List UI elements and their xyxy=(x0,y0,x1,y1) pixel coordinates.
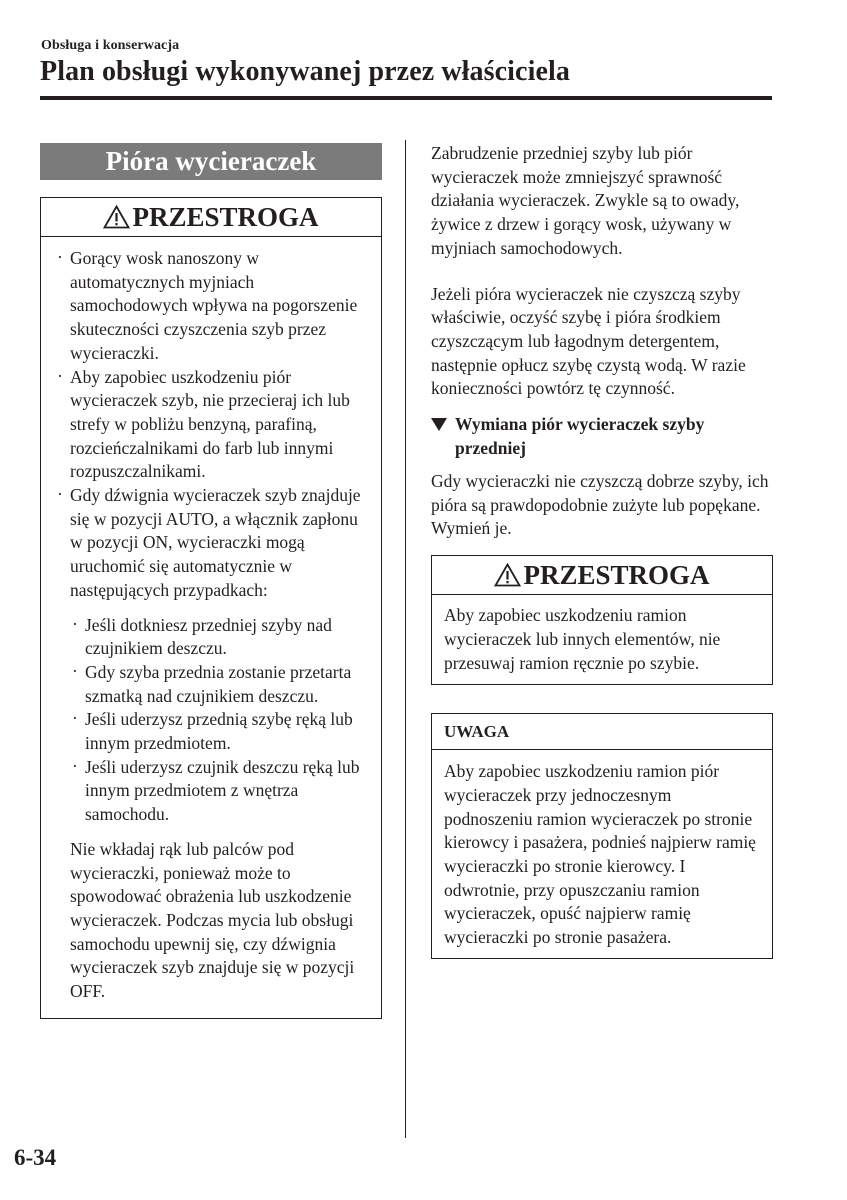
list-item xyxy=(71,661,371,708)
paragraph: Zabrudzenie przedniej szyby lub piór wycieraczek może zmniejszyć sprawność działania wycieraczek. Zwykle są to owady, żywice z drzew i gorący wosk, używany w myjniach samochodowych. xyxy=(431,143,740,258)
caution-title-label: PRZESTROGA xyxy=(132,202,319,232)
subheading xyxy=(431,412,773,460)
bullet-text: Jeśli uderzysz przednią szybę ręką lub innym przedmiotem. xyxy=(85,709,353,754)
section-heading: Pióra wycieraczek xyxy=(40,143,382,180)
note-box xyxy=(431,713,773,959)
section-label: Obsługa i konserwacja xyxy=(41,38,180,53)
right-column xyxy=(431,142,773,959)
list-item xyxy=(71,614,371,661)
bullet-icon: · xyxy=(72,708,78,729)
bullet-text: Jeśli uderzysz czujnik deszczu ręką lub innym przedmiotem z wnętrza samochodu. xyxy=(85,756,360,825)
bullet-icon: · xyxy=(57,365,63,386)
caution-box xyxy=(40,197,382,1019)
triangle-down-icon xyxy=(431,418,447,431)
caution-title-label: PRZESTROGA xyxy=(523,560,710,591)
bullet-icon: · xyxy=(72,660,78,681)
bullet-icon: · xyxy=(57,247,63,267)
bullet-icon: · xyxy=(72,613,78,634)
bullet-text: Aby zapobiec uszkodzeniu piór wycieraczek szyb, nie przecieraj ich lub strefy w pobliżu benzyną, parafiną, rozcieńczalnikami do farb lub innymi rozpuszczalnikami. xyxy=(70,366,350,482)
list-item xyxy=(71,756,371,827)
bullet-icon: · xyxy=(57,484,63,505)
list-item xyxy=(56,484,371,603)
left-column xyxy=(40,143,382,1019)
page-number: 6-34 xyxy=(14,1145,57,1170)
note-content: Aby zapobiec uszkodzeniu ramion piór wycieraczek przy jednoczesnym podnoszeniu ramion wycieraczek po stronie kierowcy i pasażera, podnieś najpierw ramię wycieraczki po stronie kierowcy. I odwrotnie, przy opuszczaniu ramion wycieraczek, opuść najpierw ramię wycieraczki po stronie pasażera. xyxy=(444,761,756,948)
page-title: Plan obsługi wykonywanej przez właściciela xyxy=(40,56,570,87)
caution-sub-bullet-list xyxy=(56,614,371,827)
caution-content: Aby zapobiec uszkodzeniu ramion wycieraczek lub innych elementów, nie przesuwaj ramion ręcznie po szybie. xyxy=(444,605,721,673)
bullet-text: Gdy dźwignia wycieraczek szyb znajduje się w pozycji AUTO, a włącznik zapłonu w pozycji ON, wycieraczki mogą uruchomić się automatycznie w następujących przypadkach: xyxy=(70,485,361,600)
bullet-icon: · xyxy=(72,755,78,776)
caution-content xyxy=(41,237,381,1018)
warning-triangle-icon xyxy=(494,563,521,587)
list-item xyxy=(56,366,371,485)
list-item xyxy=(71,708,371,755)
bullet-text: Gdy szyba przednia zostanie przetarta szmatką nad czujnikiem deszczu. xyxy=(85,661,352,706)
subheading-label: Wymiana piór wycieraczek szyby przedniej xyxy=(455,414,705,459)
caution-bullet-list xyxy=(56,247,371,603)
list-item xyxy=(56,247,371,366)
warning-triangle-icon xyxy=(103,205,130,229)
caution-title xyxy=(432,556,772,595)
paragraph: Wymień je. xyxy=(431,518,512,539)
caution-title xyxy=(41,198,381,237)
title-rule xyxy=(40,96,772,100)
bullet-text: Gorący wosk nanoszony w automatycznych myjniach samochodowych wpływa na pogorszenie skuteczności czyszczenia szyb przez wycieraczki. xyxy=(70,248,358,363)
caution-box xyxy=(431,555,773,685)
bullet-text: Jeśli dotkniesz przedniej szyby nad czujnikiem deszczu. xyxy=(85,614,332,659)
caution-paragraph: Nie wkładaj rąk lub palców pod wycieraczki, ponieważ może to spowodować obrażenia lub uszkodzenie wycieraczek. Podczas mycia lub obsługi samochodu upewnij się, czy dźwignia wycieraczek szyb znajduje się w pozycji OFF. xyxy=(70,838,355,1002)
note-title: UWAGA xyxy=(432,714,772,750)
paragraph: Jeżeli pióra wycieraczek nie czyszczą szyby właściwie, oczyść szybę i pióra środkiem czyszczącym lub łagodnym detergentem, następnie opłucz szybę czystą wodą. W razie konieczności powtórz tę czynność. xyxy=(431,283,746,399)
column-divider xyxy=(405,140,406,1138)
paragraph: Gdy wycieraczki nie czyszczą dobrze szyby, ich pióra są prawdopodobnie zużyte lub popękane. xyxy=(431,471,769,515)
